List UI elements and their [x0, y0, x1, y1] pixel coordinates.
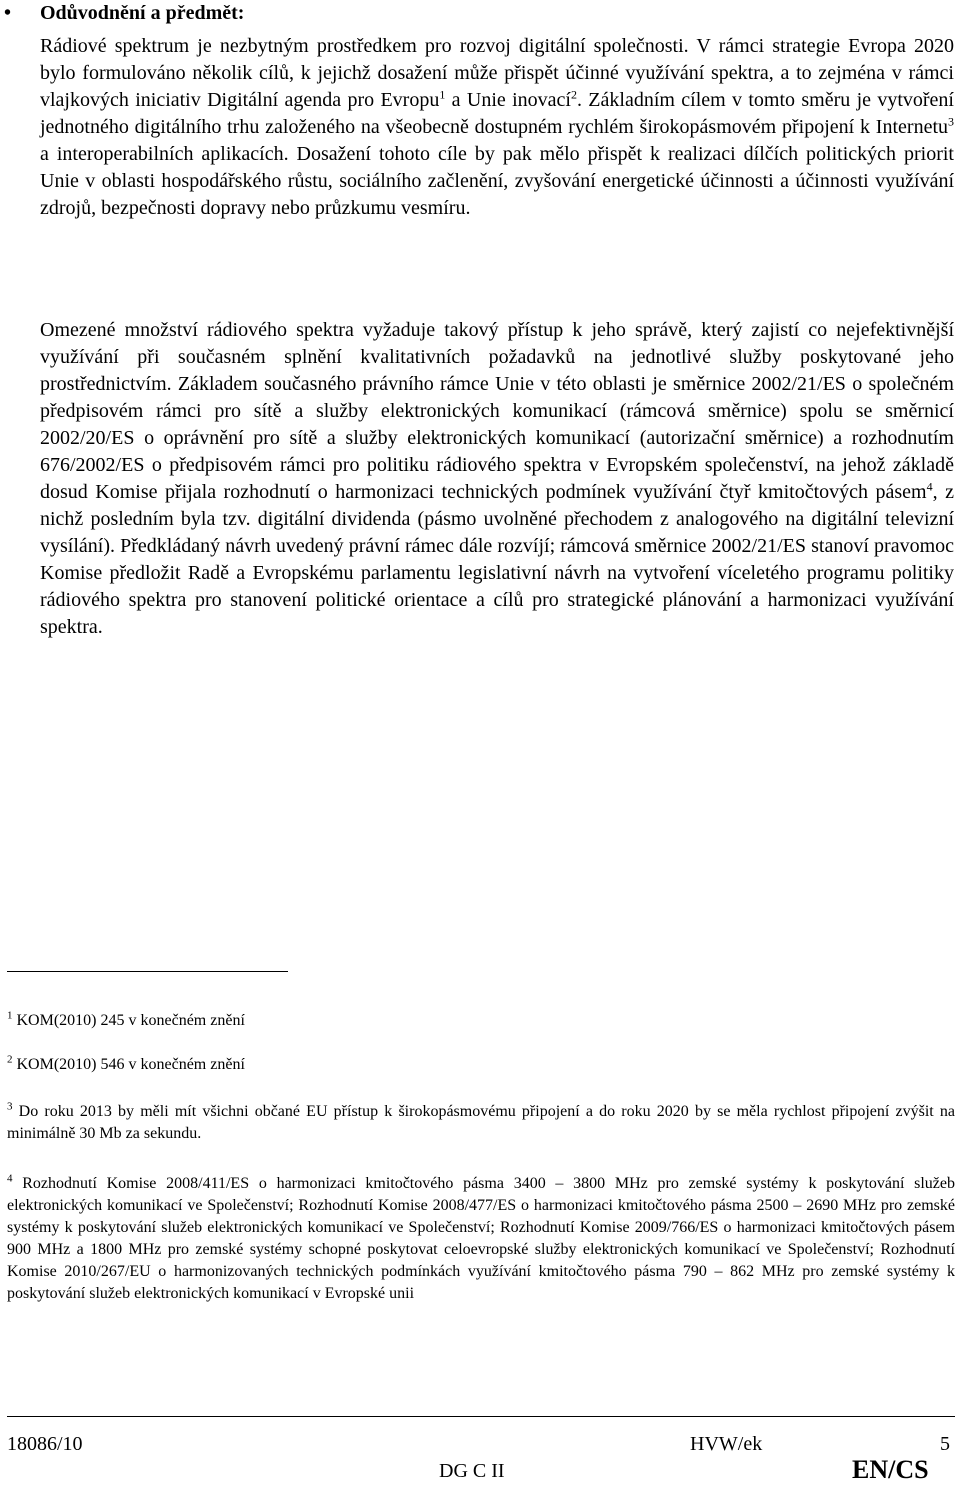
section-heading [4, 0, 244, 26]
page-number: 5 [940, 1433, 950, 1455]
footnote-number: 3 [7, 1100, 13, 1113]
footnote-2 [7, 1054, 955, 1076]
paragraph-text: , z nichž posledním byla tzv. digitální dividenda (pásmo uvolněné přechodem z analogového na digitální televizní vysílání). Předkládaný návrh uvedený právní rámec dále rozvíjí; rámcová směrnice 2002/21/ES stanoví pravomoc Komise předložit Radě a Evropskému parlamentu legislativní návrh na vytvoření víceletého programu politiky rádiového spektra pro stanovení politické orientace a cílů pro strategické plánování a harmonizaci využívání spektra. [40, 481, 954, 638]
footnote-number: 2 [7, 1053, 13, 1066]
footnote-3 [7, 1101, 955, 1145]
footer-separator [7, 1416, 955, 1417]
footnote-ref-1[interactable]: 1 [439, 87, 446, 102]
author-initials: HVW/ek [690, 1433, 763, 1455]
footnote-text: Rozhodnutí Komise 2008/411/ES o harmonizaci kmitočtového pásma 3400 – 3800 MHz pro zemské systémy k poskytování služeb elektronických komunikací ve Společenství; Rozhodnutí Komise 2008/477/ES o harmonizaci kmitočtového pásma 2500 – 2690 MHz pro zemské systémy k poskytování služeb elektronických komunikací ve Společenství; Rozhodnutí Komise 2009/766/ES o harmonizaci kmitočtových pásem 900 MHz a 1800 MHz pro zemské systémy schopné poskytovat celoevropské služby elektronických komunikací ve Společenství; Rozhodnutí Komise 2010/267/EU o harmonizovaných technických podmínkách využívání kmitočtového pásma 790 – 862 MHz pro zemské systémy k poskytování služeb elektronických komunikací v Evropské unii [7, 1175, 956, 1302]
document-number: 18086/10 [7, 1433, 83, 1455]
footnote-ref-4[interactable]: 4 [926, 479, 933, 494]
paragraph-text: Omezené množství rádiového spektra vyžaduje takový přístup k jeho správě, který zajistí co nejefektivnější využívání při současném splnění kvalitativních požadavků na jednotlivé služby poskytované jeho prostřednictvím. Základem současného právního rámce Unie v této oblasti je směrnice 2002/21/ES o společném předpisovém rámci pro sítě a služby elektronických komunikací (rámcová směrnice) spolu se směrnicí 2002/20/ES o oprávnění pro sítě a služby elektronických komunikací (autorizační směrnice) a rozhodnutím 676/2002/ES o předpisovém rámci pro politiku rádiového spektra v Evropském společenství, na jehož základě dosud Komise přijala rozhodnutí o harmonizaci technických podmínek využívání čtyř kmitočtových pásem [40, 319, 954, 503]
section-title: Odůvodnění a předmět: [40, 2, 245, 24]
paragraph-text: a Unie inovací [445, 89, 571, 111]
paragraph-text: Rádiové spektrum je nezbytným prostředkem pro rozvoj digitální společnosti. V rámci strategie Evropa 2020 bylo formulováno několik cílů, k jejichž dosažení může přispět účinné využívání spektra, a to zejména v rámci vlajkových iniciativ Digitální agenda pro Evropu [40, 35, 954, 111]
footnote-ref-3[interactable]: 3 [948, 114, 954, 129]
bullet-icon: • [4, 2, 12, 24]
footnote-ref-2[interactable]: 2 [570, 87, 577, 102]
paragraph-spectrum-importance [40, 33, 954, 222]
footnote-number: 4 [7, 1172, 13, 1185]
footnote-text: Do roku 2013 by měli mít všichni občané EU přístup k širokopásmovému připojení a do roku 2020 by se měla rychlost připojení zvýšit na minimálně 30 Mb za sekundu. [7, 1103, 955, 1142]
footnote-number: 1 [7, 1009, 13, 1022]
paragraph-text: . Základním cílem v tomto směru je vytvoření jednotného digitálního trhu založeného na všeobecně dostupném rychlém širokopásmovém připojení k Internetu [40, 89, 954, 138]
footnote-4 [7, 1173, 955, 1305]
footnote-1 [7, 1010, 955, 1032]
directorate-general: DG C II [439, 1460, 505, 1482]
paragraph-legal-framework [40, 317, 954, 641]
footnote-text: KOM(2010) 546 v konečném znění [16, 1056, 245, 1073]
paragraph-text: a interoperabilních aplikacích. Dosažení tohoto cíle by pak mělo přispět k realizaci dílčích politických priorit Unie v oblasti hospodářského růstu, sociálního začlenění, zvyšování energetické účinnosti a účinnosti využívání zdrojů, bezpečnosti dopravy nebo průzkumu vesmíru. [40, 143, 954, 219]
footnote-separator [7, 971, 288, 972]
language-code: EN/CS [852, 1455, 929, 1484]
footnote-text: KOM(2010) 245 v konečném znění [16, 1012, 245, 1029]
